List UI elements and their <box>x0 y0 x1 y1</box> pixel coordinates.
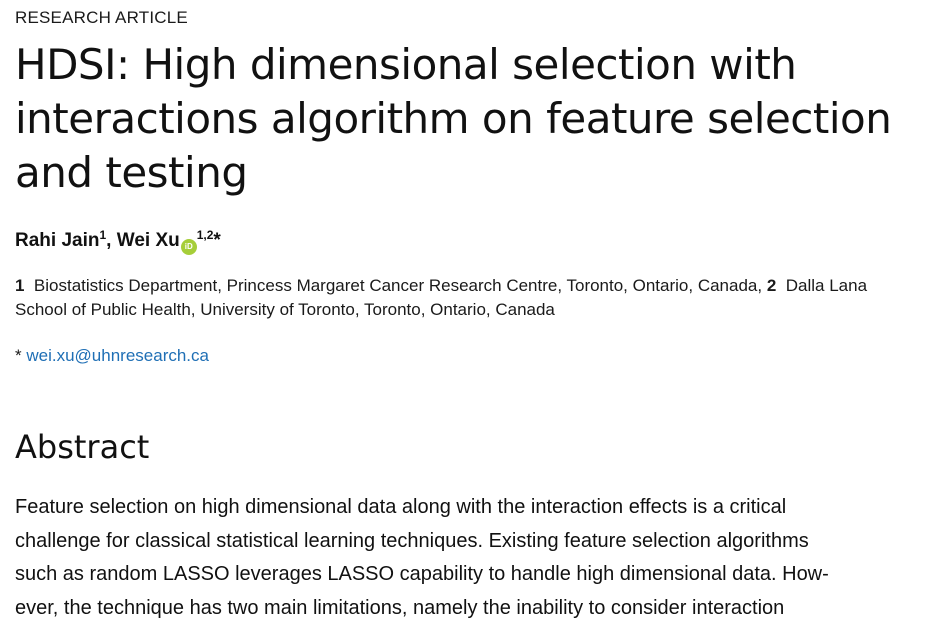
affiliation-superscript: 1,2 <box>196 228 214 242</box>
title-line: and testing <box>15 148 248 197</box>
title-line: HDSI: High dimensional selection with <box>15 40 797 89</box>
affiliation-number: 2 <box>766 276 777 295</box>
article-type-label: RESEARCH ARTICLE <box>15 8 188 27</box>
affiliation-superscript: 1 <box>99 228 107 242</box>
author-separator: , <box>106 230 117 251</box>
orcid-icon[interactable]: iD <box>181 239 197 255</box>
abstract-line: ever, the technique has two main limitations, namely the inability to consider interaction <box>15 596 785 619</box>
correspondence-mark: * <box>15 346 22 365</box>
corresponding-author-mark: * <box>213 230 221 251</box>
abstract-line: such as random LASSO leverages LASSO capability to handle high dimensional data. How- <box>15 563 829 585</box>
email-link[interactable]: wei.xu@uhnresearch.ca <box>26 346 209 365</box>
correspondence <box>15 346 209 366</box>
affiliations <box>15 274 920 322</box>
author-name[interactable]: Wei Xu <box>116 230 180 251</box>
abstract-text <box>15 491 920 625</box>
abstract-line: challenge for classical statistical learning techniques. Existing feature selection algorithms <box>15 529 809 552</box>
abstract-line: Feature selection on high dimensional data along with the interaction effects is a critical <box>15 496 787 518</box>
affiliation-text: Biostatistics Department, Princess Margaret Cancer Research Centre, Toronto, Ontario, Canada, <box>33 276 763 295</box>
affiliation-number: 1 <box>15 276 25 295</box>
article-title <box>15 38 920 200</box>
author-list <box>15 228 221 255</box>
abstract-heading: Abstract <box>15 428 150 466</box>
affiliation-text: Dalla Lana School of Public Health, University of Toronto, Toronto, Ontario, Canada <box>15 276 868 319</box>
author-name[interactable]: Rahi Jain <box>15 230 100 251</box>
title-line: interactions algorithm on feature selection <box>15 94 892 143</box>
